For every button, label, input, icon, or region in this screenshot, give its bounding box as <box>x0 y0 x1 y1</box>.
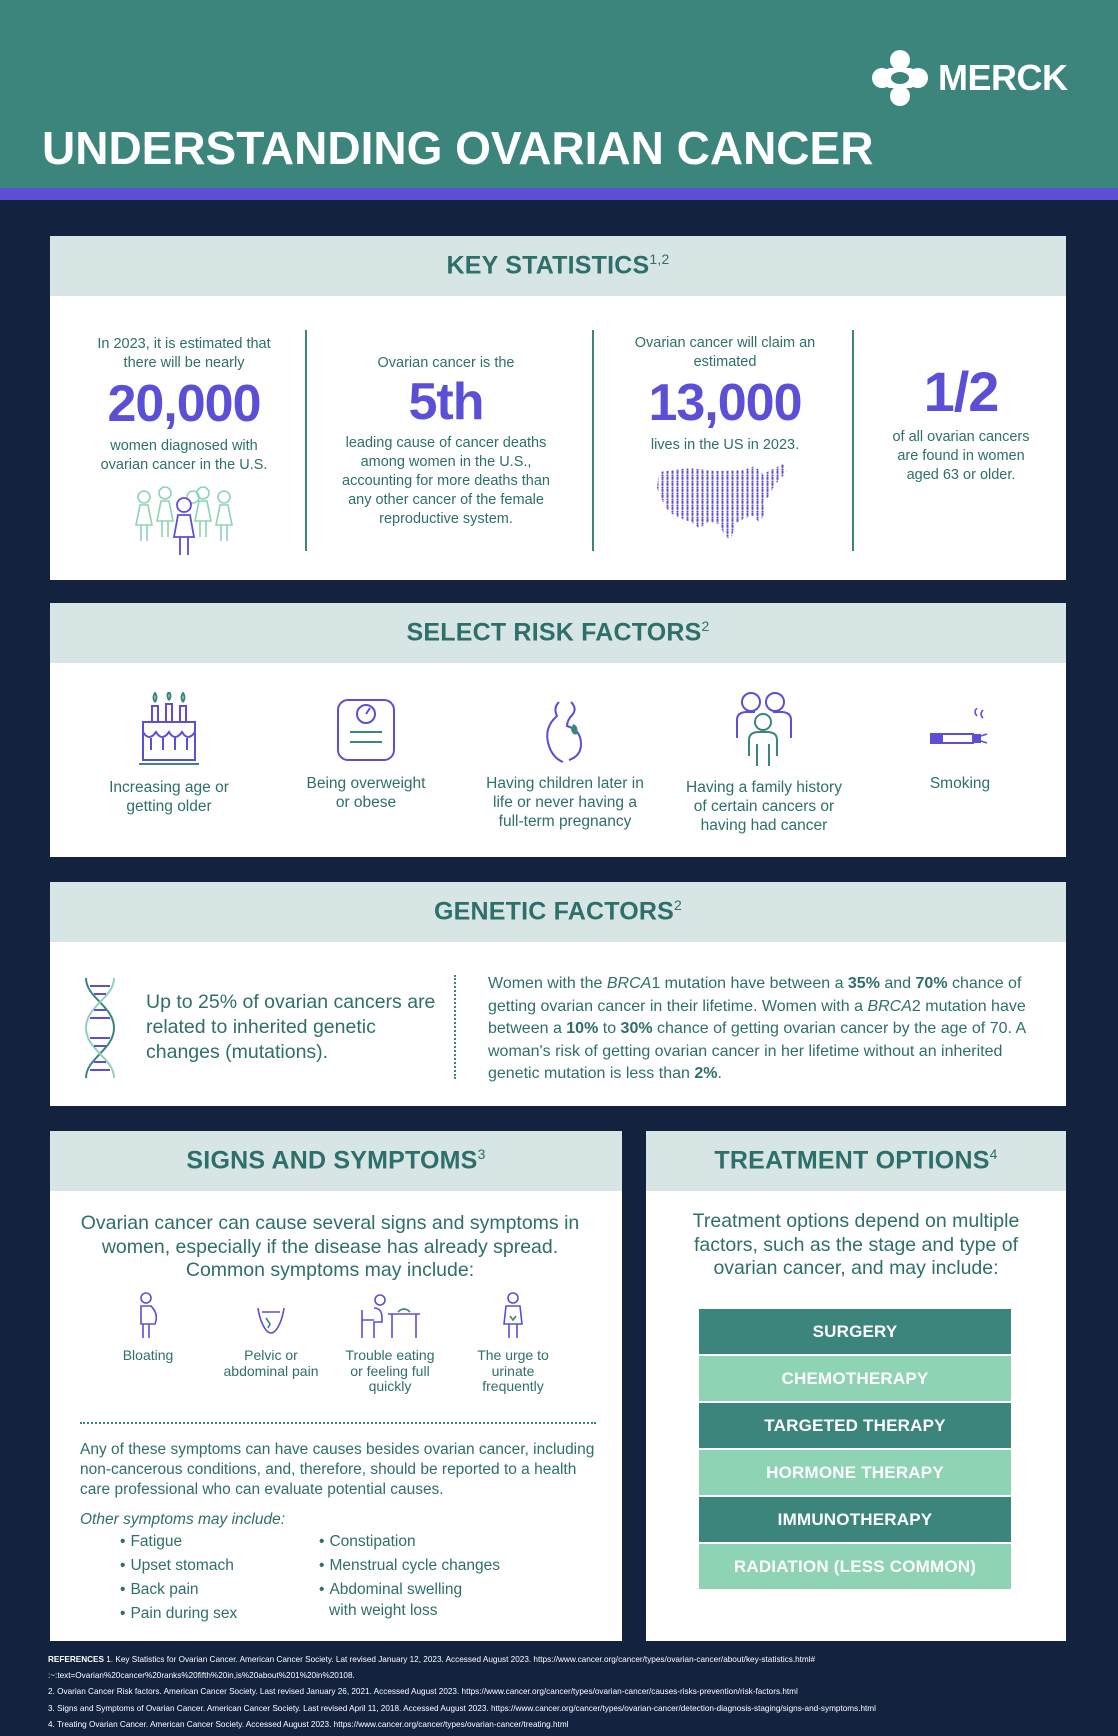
reference-line: :~:text=Ovarian%20cancer%20ranks%20fifth%20in,is%20about%201%20in%20108. <box>48 1671 355 1681</box>
title-rest: OVARIAN CANCER <box>455 122 874 174</box>
header-banner <box>0 0 1118 188</box>
women-group-icon <box>132 483 236 557</box>
other-symptoms-left <box>120 1530 237 1626</box>
merck-logo <box>872 50 1068 106</box>
treatment-option: TARGETED THERAPY <box>699 1403 1011 1448</box>
key-statistics-heading: KEY STATISTICS$^{1,2}$ <box>446 251 670 280</box>
page-title <box>42 122 873 174</box>
treatment-option: IMMUNOTHERAPY <box>699 1497 1011 1542</box>
genetic-divider <box>454 975 456 1079</box>
risk-factors-header <box>50 603 1066 663</box>
risk-item-pregnancy <box>484 698 646 831</box>
stat-deaths-pre: Ovarian cancer will claim an estimated <box>634 335 816 370</box>
other-symptoms-heading: Other symptoms may include: <box>80 1511 286 1528</box>
symptom-label-eating: Trouble eating or feeling full quickly <box>345 1347 435 1394</box>
stat-divider-3 <box>852 330 854 551</box>
urinate-icon <box>500 1292 526 1340</box>
treatment-heading: TREATMENT OPTIONS$^4$ <box>714 1146 998 1175</box>
symptom-pelvic <box>216 1304 326 1379</box>
list-item: • Fatigue <box>120 1530 237 1554</box>
genetic-factors-header <box>50 882 1066 942</box>
stat-age-post: of all ovarian cancers are found in women aged 63 or older. <box>892 429 1030 483</box>
risk-label-pregnancy: Having children later in life or never having a full-term pregnancy <box>486 775 644 830</box>
treatment-option: HORMONE THERAPY <box>699 1450 1011 1495</box>
stat-deaths <box>632 334 818 455</box>
family-icon <box>733 692 795 768</box>
stat-deaths-post: lives in the US in 2023. <box>650 437 800 453</box>
pregnancy-icon <box>537 698 593 764</box>
stat-diagnosed-pre: In 2023, it is estimated that there will be nearly <box>97 336 271 371</box>
header-accent-bar <box>0 188 1118 200</box>
treatment-option: SURGERY <box>699 1309 1011 1354</box>
risk-label-age: Increasing age or getting older <box>109 779 229 815</box>
genetic-factors-heading: GENETIC FACTORS$^2$ <box>433 897 683 926</box>
references-label: REFERENCES <box>48 1655 104 1664</box>
stat-rank-pre: Ovarian cancer is the <box>377 355 515 371</box>
symptom-eating <box>340 1292 440 1395</box>
symptom-label-bloating: Bloating <box>122 1347 174 1363</box>
list-item: • Constipation <box>319 1530 500 1554</box>
list-item: • Back pain <box>120 1578 237 1602</box>
list-item: • Upset stomach <box>120 1554 237 1578</box>
list-item: • Menstrual cycle changes <box>319 1554 500 1578</box>
reference-line: REFERENCES 1. Key Statistics for Ovarian Cancer. American Cancer Society. Lat revised January 12, 2023. Accessed August 2023. https://www.cancer.org/cancer/types/ovarian-cancer/about/key-statistics.html# <box>48 1655 816 1664</box>
eating-icon <box>358 1292 422 1340</box>
other-symptoms-right <box>319 1530 500 1620</box>
stat-diagnosed-post: women diagnosed with ovarian cancer in the U.S. <box>100 438 268 473</box>
stat-age-value: 1/2 <box>923 360 999 423</box>
title-bold: UNDERSTANDING <box>42 122 443 174</box>
symptom-urinate <box>470 1292 556 1395</box>
references <box>48 1652 1078 1733</box>
bloating-icon <box>135 1292 161 1340</box>
cigarette-icon <box>929 708 991 764</box>
scale-icon <box>336 698 396 764</box>
risk-factors-heading: SELECT RISK FACTORS$^2$ <box>406 618 710 647</box>
stat-diagnosed-value: 20,000 <box>107 375 261 433</box>
list-item: • Pain during sex <box>120 1602 237 1626</box>
stat-rank-value: 5th <box>408 373 484 431</box>
signs-note: Any of these symptoms can have causes besides ovarian cancer, including non-cancerous conditions, and, therefore, should be reported to a health care professional who can evaluate potential causes. <box>80 1441 595 1498</box>
treatment-option: CHEMOTHERAPY <box>699 1356 1011 1401</box>
dna-icon <box>82 976 118 1080</box>
stat-diagnosed <box>86 335 282 475</box>
risk-label-weight: Being overweight or obese <box>306 775 426 811</box>
genetic-left-text: Up to 25% of ovarian cancers are related to inherited genetic changes (mutations). <box>146 991 436 1063</box>
stat-rank <box>336 354 556 529</box>
pelvic-pain-icon <box>256 1304 286 1340</box>
symptom-label-pelvic: Pelvic or abdominal pain <box>223 1347 319 1379</box>
signs-intro: Ovarian cancer can cause several signs and symptoms in women, especially if the disease has already spread. Common symptoms may include: <box>80 1212 580 1281</box>
reference-line: 4. Treating Ovarian Cancer. American Cancer Society. Accessed August 2023. https://www.cancer.org/cancer/types/ovarian-cancer/treating.html <box>48 1719 569 1729</box>
stat-divider-2 <box>592 330 594 551</box>
merck-logo-icon <box>872 50 928 106</box>
reference-line: 2. Ovarian Cancer Risk factors. American Cancer Society. Last revised January 26, 2021. Accessed August 2023. https://www.cancer.org/cancer/types/ovarian-cancer/causes-risks-prevention/risk-factors.html <box>48 1687 798 1697</box>
merck-logo-text: MERCK <box>938 57 1068 98</box>
treatment-intro: Treatment options depend on multiple factors, such as the stage and type of ovarian cancer, and may include: <box>692 1210 1020 1279</box>
symptom-label-urinate: The urge to urinate frequently <box>477 1347 549 1394</box>
treatment-option: RADIATION (LESS COMMON) <box>699 1544 1011 1589</box>
risk-label-family: Having a family history of certain cancers or having had cancer <box>686 779 842 834</box>
risk-item-weight <box>306 698 426 812</box>
stat-age <box>876 362 1046 485</box>
stat-rank-post: leading cause of cancer deaths among women in the U.S., accounting for more deaths than any other cancer of the female reproductive system. <box>342 435 550 527</box>
birthday-cake-icon <box>137 692 201 768</box>
key-statistics-header <box>50 236 1066 296</box>
stat-deaths-value: 13,000 <box>648 374 802 432</box>
reference-line: 3. Signs and Symptoms of Ovarian Cancer. American Cancer Society. Last revised April 11, 2018. Accessed August 2023. https://www.cancer.org/cancer/types/ovarian-cancer/detection-diagnosis-staging/signs-and-symptoms.html <box>48 1703 876 1713</box>
risk-label-smoking: Smoking <box>929 775 991 792</box>
signs-divider <box>80 1422 596 1424</box>
stat-divider-1 <box>305 330 307 551</box>
signs-header <box>50 1131 622 1191</box>
risk-item-family <box>680 692 848 835</box>
list-item: • Abdominal swelling <box>319 1578 500 1602</box>
risk-item-smoking <box>900 708 1020 793</box>
treatment-header <box>646 1131 1066 1191</box>
signs-heading: SIGNS AND SYMPTOMS$^3$ <box>186 1146 486 1175</box>
risk-item-age <box>96 692 242 816</box>
list-item-continuation: with weight loss <box>329 1602 438 1619</box>
us-map-icon <box>655 462 793 544</box>
genetic-right-text: Women with the BRCA1 mutation have between a 35% and 70% chance of getting ovarian cancer in their lifetime. Women with a BRCA2 mutation have between a 10% to 30% chance of getting ovarian cancer by the age of 70. A woman's risk of getting ovarian cancer in her lifetime without an inherited genetic mutation is less than 2%. <box>488 975 1026 1082</box>
symptom-bloating <box>108 1292 188 1364</box>
